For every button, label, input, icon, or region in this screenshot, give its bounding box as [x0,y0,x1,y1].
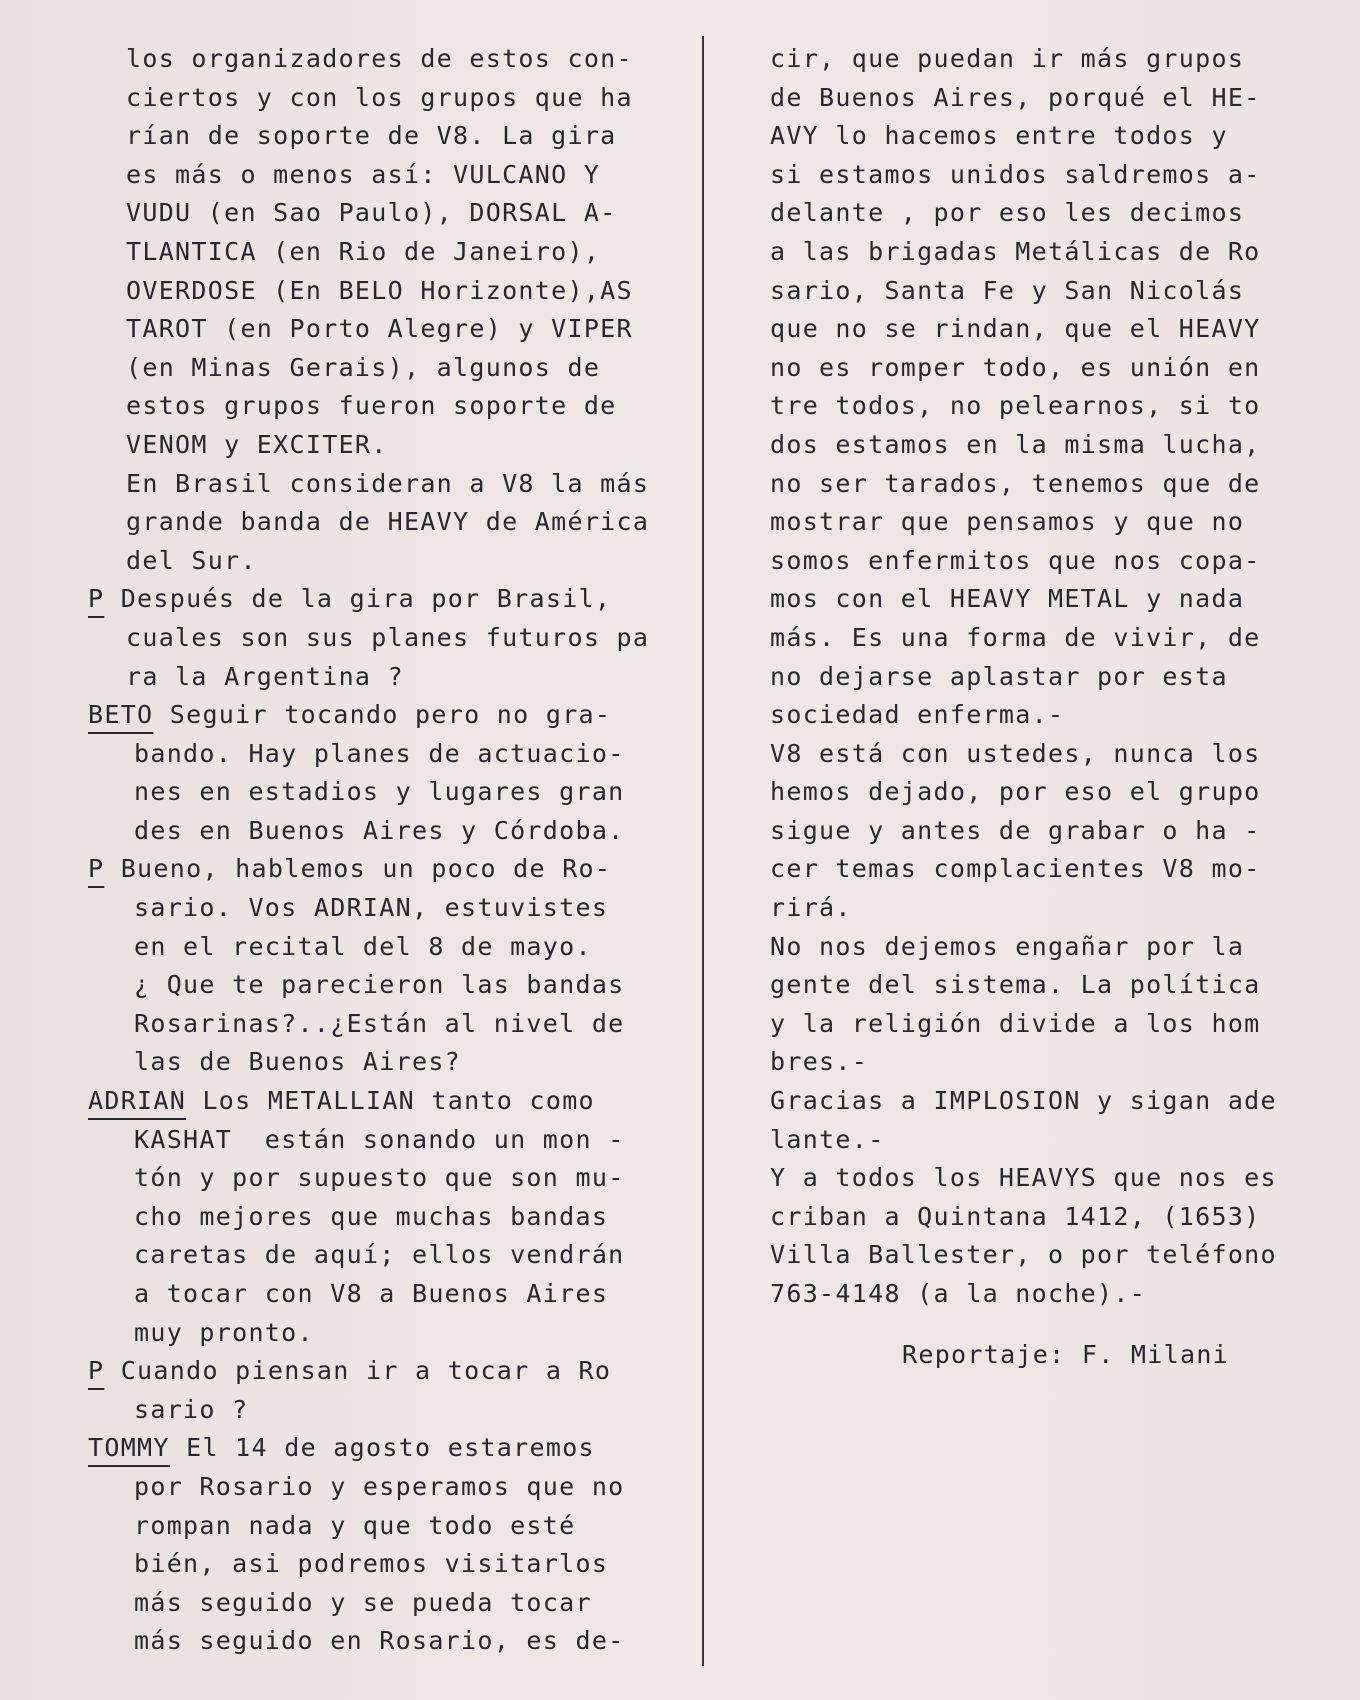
line-text: caretas de aquí; ellos vendrán [134,1240,625,1270]
text-line [88,1198,708,1237]
text-line: dos estamos en la misma lucha, [770,429,1261,459]
text-line [88,696,708,735]
text-line [88,1429,708,1468]
line-text: Cuando piensan ir a tocar a Ro [104,1356,612,1386]
text-line [88,1507,708,1546]
text-line: AVY lo hacemos entre todos y [770,121,1228,151]
text-line [88,1352,708,1391]
line-text: Después de la gira por Brasil, [104,584,612,614]
text-line [88,387,708,426]
text-line [88,812,708,851]
text-line: no dejarse aplastar por esta [770,661,1228,691]
line-text: TLANTICA (en Rio de Janeiro), [126,236,601,266]
text-line [88,1082,708,1121]
text-line: cir, que puedan ir más grupos [770,44,1245,73]
text-line [88,1622,708,1661]
speaker-label: P [88,584,105,614]
right-column [770,40,1330,1374]
text-line: V8 está con ustedes, nunca los [770,738,1261,768]
text-line [88,1236,708,1275]
line-text: OVERDOSE (En BELO Horizonte),AS [126,275,633,305]
text-line: No nos dejemos engañar por la [770,931,1245,961]
line-text: El 14 de agosto estaremos [169,1433,595,1463]
text-line: mostrar que pensamos y que no [770,507,1245,537]
text-line: sociedad enferma.- [770,700,1065,730]
text-line: cer temas complacientes V8 mo- [770,854,1261,884]
text-line: 763-4148 (a la noche).- [770,1279,1147,1308]
text-line: de Buenos Aires, porqué el HE- [770,82,1261,112]
text-line [88,156,708,195]
text-line: Gracias a IMPLOSION y sigan ade [770,1086,1277,1116]
text-line [88,1159,708,1198]
text-line: a las brigadas Metálicas de Ro [770,236,1261,266]
line-text: ra la Argentina ? [126,661,404,691]
text-line: somos enfermitos que nos copa- [770,545,1261,575]
text-line [88,79,708,118]
text-line [88,40,708,79]
line-text: rían de soporte de V8. La gira [126,121,617,151]
line-text: sario. Vos ADRIAN, estuvistes [134,893,609,923]
text-line [88,1468,708,1507]
text-line [88,233,708,272]
text-line [88,928,708,967]
line-text: grande banda de HEAVY de América [126,507,650,537]
line-text: a tocar con V8 a Buenos Aires [134,1279,609,1308]
text-line [88,773,708,812]
text-line [88,1391,708,1430]
text-line: sigue y antes de grabar o ha - [770,815,1261,845]
text-line: y la religión divide a los hom [770,1008,1261,1038]
text-line [88,465,708,504]
text-line [88,889,708,928]
speaker-label: P [88,854,105,884]
line-text: las de Buenos Aires? [134,1047,462,1077]
text-line: si estamos unidos saldremos a- [770,159,1261,189]
line-text: des en Buenos Aires y Córdoba. [134,815,625,845]
text-line [88,580,708,619]
text-line: bres.- [770,1047,869,1077]
line-text: TAROT (en Porto Alegre) y VIPER [126,314,633,344]
text-line [88,503,708,542]
line-text: del Sur. [126,545,257,575]
text-line: que no se rindan, que el HEAVY [770,314,1261,344]
text-line: Villa Ballester, o por teléfono [770,1240,1277,1270]
text-line [88,966,708,1005]
text-line [88,1314,708,1353]
line-text: En Brasil consideran a V8 la más [126,468,650,498]
line-text: más seguido en Rosario, es de- [134,1626,625,1656]
line-text: estos grupos fueron soporte de [126,391,617,421]
text-line: sario, Santa Fe y San Nicolás [770,275,1245,305]
column-divider [702,36,704,1666]
text-line [88,1275,708,1314]
line-text: Los METALLIAN tanto como [186,1086,595,1116]
line-text: ciertos y con los grupos que ha [126,82,633,112]
left-column [88,40,708,1661]
line-text: Rosarinas?..¿Están al nivel de [134,1008,625,1038]
text-line: lante.- [770,1124,885,1154]
line-text: ¿ Que te parecieron las bandas [134,970,625,1000]
line-text: nes en estadios y lugares gran [134,777,625,807]
text-line: más. Es una forma de vivir, de [770,622,1261,652]
text-line [88,735,708,774]
speaker-label: TOMMY [88,1433,170,1463]
line-text: bién, asi podremos visitarlos [134,1549,609,1579]
line-text: en el recital del 8 de mayo. [134,931,592,961]
text-line [88,349,708,388]
line-text: muy pronto. [134,1317,314,1347]
byline: Reportaje: F. Milani [902,1339,1230,1369]
text-line [88,426,708,465]
text-line: hemos dejado, por eso el grupo [770,777,1261,807]
text-line [88,1584,708,1623]
text-line: no ser tarados, tenemos que de [770,468,1261,498]
line-text: los organizadores de estos con- [126,44,633,73]
line-text: es más o menos así: VULCANO Y [126,159,601,189]
line-text: cho mejores que muchas bandas [134,1201,609,1231]
text-line [88,194,708,233]
line-text: VUDU (en Sao Paulo), DORSAL A- [126,198,617,228]
line-text: KASHAT están sonando un mon - [134,1124,625,1154]
text-line: delante , por eso les decimos [770,198,1245,228]
text-line [88,619,708,658]
text-line [88,310,708,349]
text-line [88,272,708,311]
text-line: tre todos, no pelearnos, si to [770,391,1261,421]
text-line: mos con el HEAVY METAL y nada [770,584,1245,614]
text-line [88,1005,708,1044]
speaker-label: ADRIAN [88,1086,187,1116]
text-line: Y a todos los HEAVYS que nos es [770,1163,1277,1193]
text-line: gente del sistema. La política [770,970,1261,1000]
text-line: criban a Quintana 1412, (1653) [770,1201,1261,1231]
line-text: cuales son sus planes futuros pa [126,622,650,652]
line-text: sario ? [134,1394,249,1424]
speaker-label: BETO [88,700,154,730]
line-text: bando. Hay planes de actuacio- [134,738,625,768]
text-line [88,117,708,156]
line-text: más seguido y se pueda tocar [134,1587,592,1617]
text-line [88,658,708,697]
text-line [88,1121,708,1160]
text-line [88,850,708,889]
text-line [88,1545,708,1584]
line-text: Seguir tocando pero no gra- [153,700,612,730]
line-text: Bueno, hablemos un poco de Ro- [104,854,612,884]
line-text: por Rosario y esperamos que no [134,1471,625,1501]
line-text: rompan nada y que todo esté [134,1510,576,1540]
line-text: VENOM y EXCITER. [126,429,388,459]
text-line [88,542,708,581]
right-column-lines [770,40,1330,1314]
line-text: (en Minas Gerais), algunos de [126,352,601,382]
text-line: no es romper todo, es unión en [770,352,1261,382]
text-line [88,1043,708,1082]
line-text: tón y por supuesto que son mu- [134,1163,625,1193]
speaker-label: P [88,1356,105,1386]
text-line: rirá. [770,893,852,923]
